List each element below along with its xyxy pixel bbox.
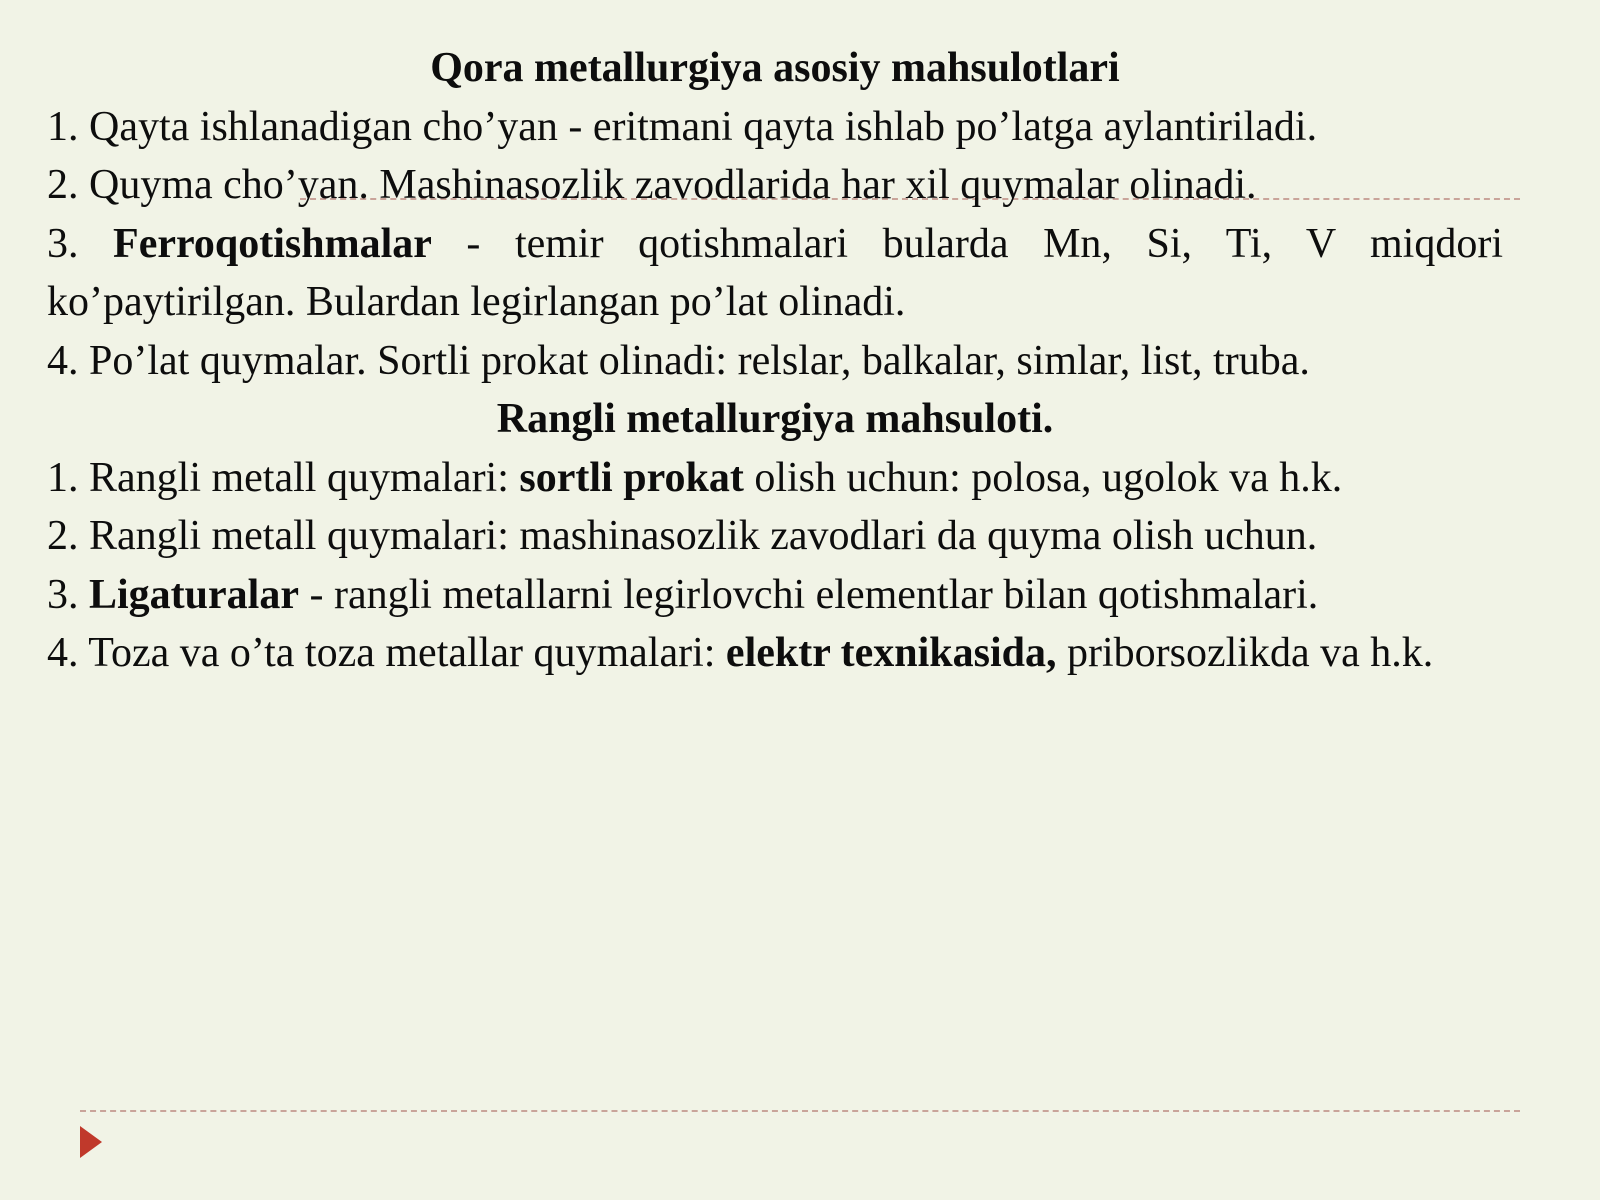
list-item-nonferrous-2: 2. Rangli metall quymalari: mashinasozlik zavodlari da quyma olish uchun. bbox=[47, 513, 1318, 559]
list-item-ferrous-3: 3. Ferroqotishmalar - temir qotishmalari bularda Mn, Si, Ti, V miqdori ko’paytirilgan. Bulardan legirlangan po’lat olinadi. bbox=[47, 220, 1504, 325]
list-item-nonferrous-3: 3. Ligaturalar - rangli metallarni legirlovchi elementlar bilan qotishmalari. bbox=[47, 571, 1319, 618]
slide-content bbox=[47, 39, 1503, 683]
footer-divider bbox=[80, 1110, 1520, 1112]
list-item-ferrous-1: 1. Qayta ishlanadigan cho’yan - eritmani qayta ishlab po’latga aylantiriladi. bbox=[47, 103, 1318, 150]
section-title-nonferrous: Rangli metallurgiya mahsuloti. bbox=[496, 396, 1054, 442]
list-item-nonferrous-4: 4. Toza va o’ta toza metallar quymalari: elektr texnikasida, priborsozlikda va h.k. bbox=[47, 630, 1434, 676]
list-item-ferrous-4: 4. Po’lat quymalar. Sortli prokat olinadi: relslar, balkalar, simlar, list, truba. bbox=[47, 337, 1310, 384]
list-item-ferrous-2: 2. Quyma cho’yan. Mashinasozlik zavodlarida har xil quymalar olinadi. bbox=[47, 162, 1257, 208]
section-title-ferrous: Qora metallurgiya asosiy mahsulotlari bbox=[430, 45, 1120, 91]
play-triangle-icon[interactable] bbox=[80, 1126, 102, 1158]
list-item-nonferrous-1: 1. Rangli metall quymalari: sortli prokat olish uchun: polosa, ugolok va h.k. bbox=[47, 454, 1343, 501]
